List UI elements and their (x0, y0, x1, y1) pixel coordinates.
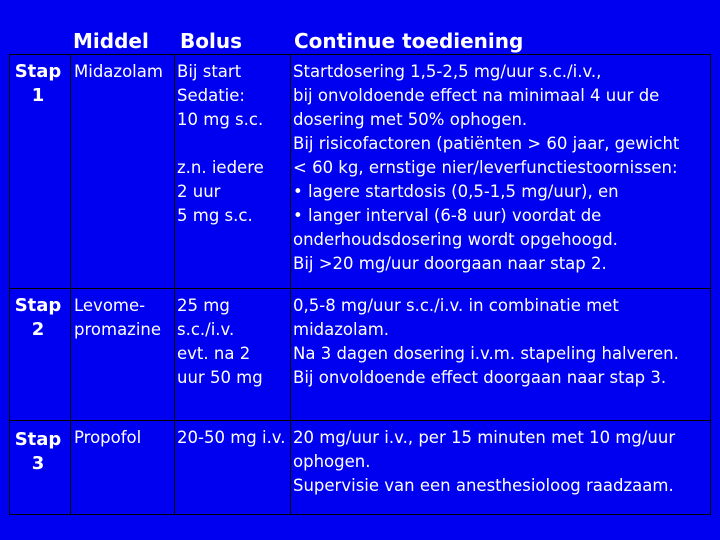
column-divider (174, 54, 175, 515)
row-divider (9, 420, 711, 421)
middel-cell: Propofol (74, 428, 142, 447)
step-label: Stap 3 (14, 429, 62, 474)
bolus-cell: Bij start Sedatie: 10 mg s.c. z.n. iedere 2 uur 5 mg s.c. (177, 62, 264, 225)
header-continue: Continue toediening (294, 29, 524, 53)
bolus-cell: 20-50 mg i.v. (177, 428, 286, 447)
continue-cell: Startdosering 1,5-2,5 mg/uur s.c./i.v., bij onvoldoende effect na minimaal 4 uur de dosering met 50% ophogen. Bij risicofactoren (patiënten > 60 jaar, gewicht < 60 kg, ernstige nier/leverfunctiestoornissen: • lagere startdosis (0,5-1,5 mg/uur), en • langer interval (6-8 uur) voordat de onderhoudsdosering wordt opgehoogd. Bij >20 mg/uur doorgaan naar stap 2. (293, 62, 680, 273)
middel-cell: Midazolam (74, 62, 163, 81)
column-divider (290, 54, 291, 515)
header-middel: Middel (73, 29, 149, 53)
middel-cell: Levome- promazine (74, 296, 162, 339)
column-divider (70, 54, 71, 515)
continue-cell: 20 mg/uur i.v., per 15 minuten met 10 mg/uur ophogen. Supervisie van een anesthesioloog raadzaam. (293, 428, 676, 495)
bolus-cell: 25 mg s.c./i.v. evt. na 2 uur 50 mg (177, 296, 263, 387)
continue-cell: 0,5-8 mg/uur s.c./i.v. in combinatie met midazolam. Na 3 dagen dosering i.v.m. stapeling halveren. Bij onvoldoende effect doorgaan naar stap 3. (293, 296, 679, 387)
header-bolus: Bolus (180, 29, 242, 53)
step-label: Stap 1 (14, 61, 62, 106)
row-divider (9, 288, 711, 289)
step-label: Stap 2 (14, 295, 62, 340)
